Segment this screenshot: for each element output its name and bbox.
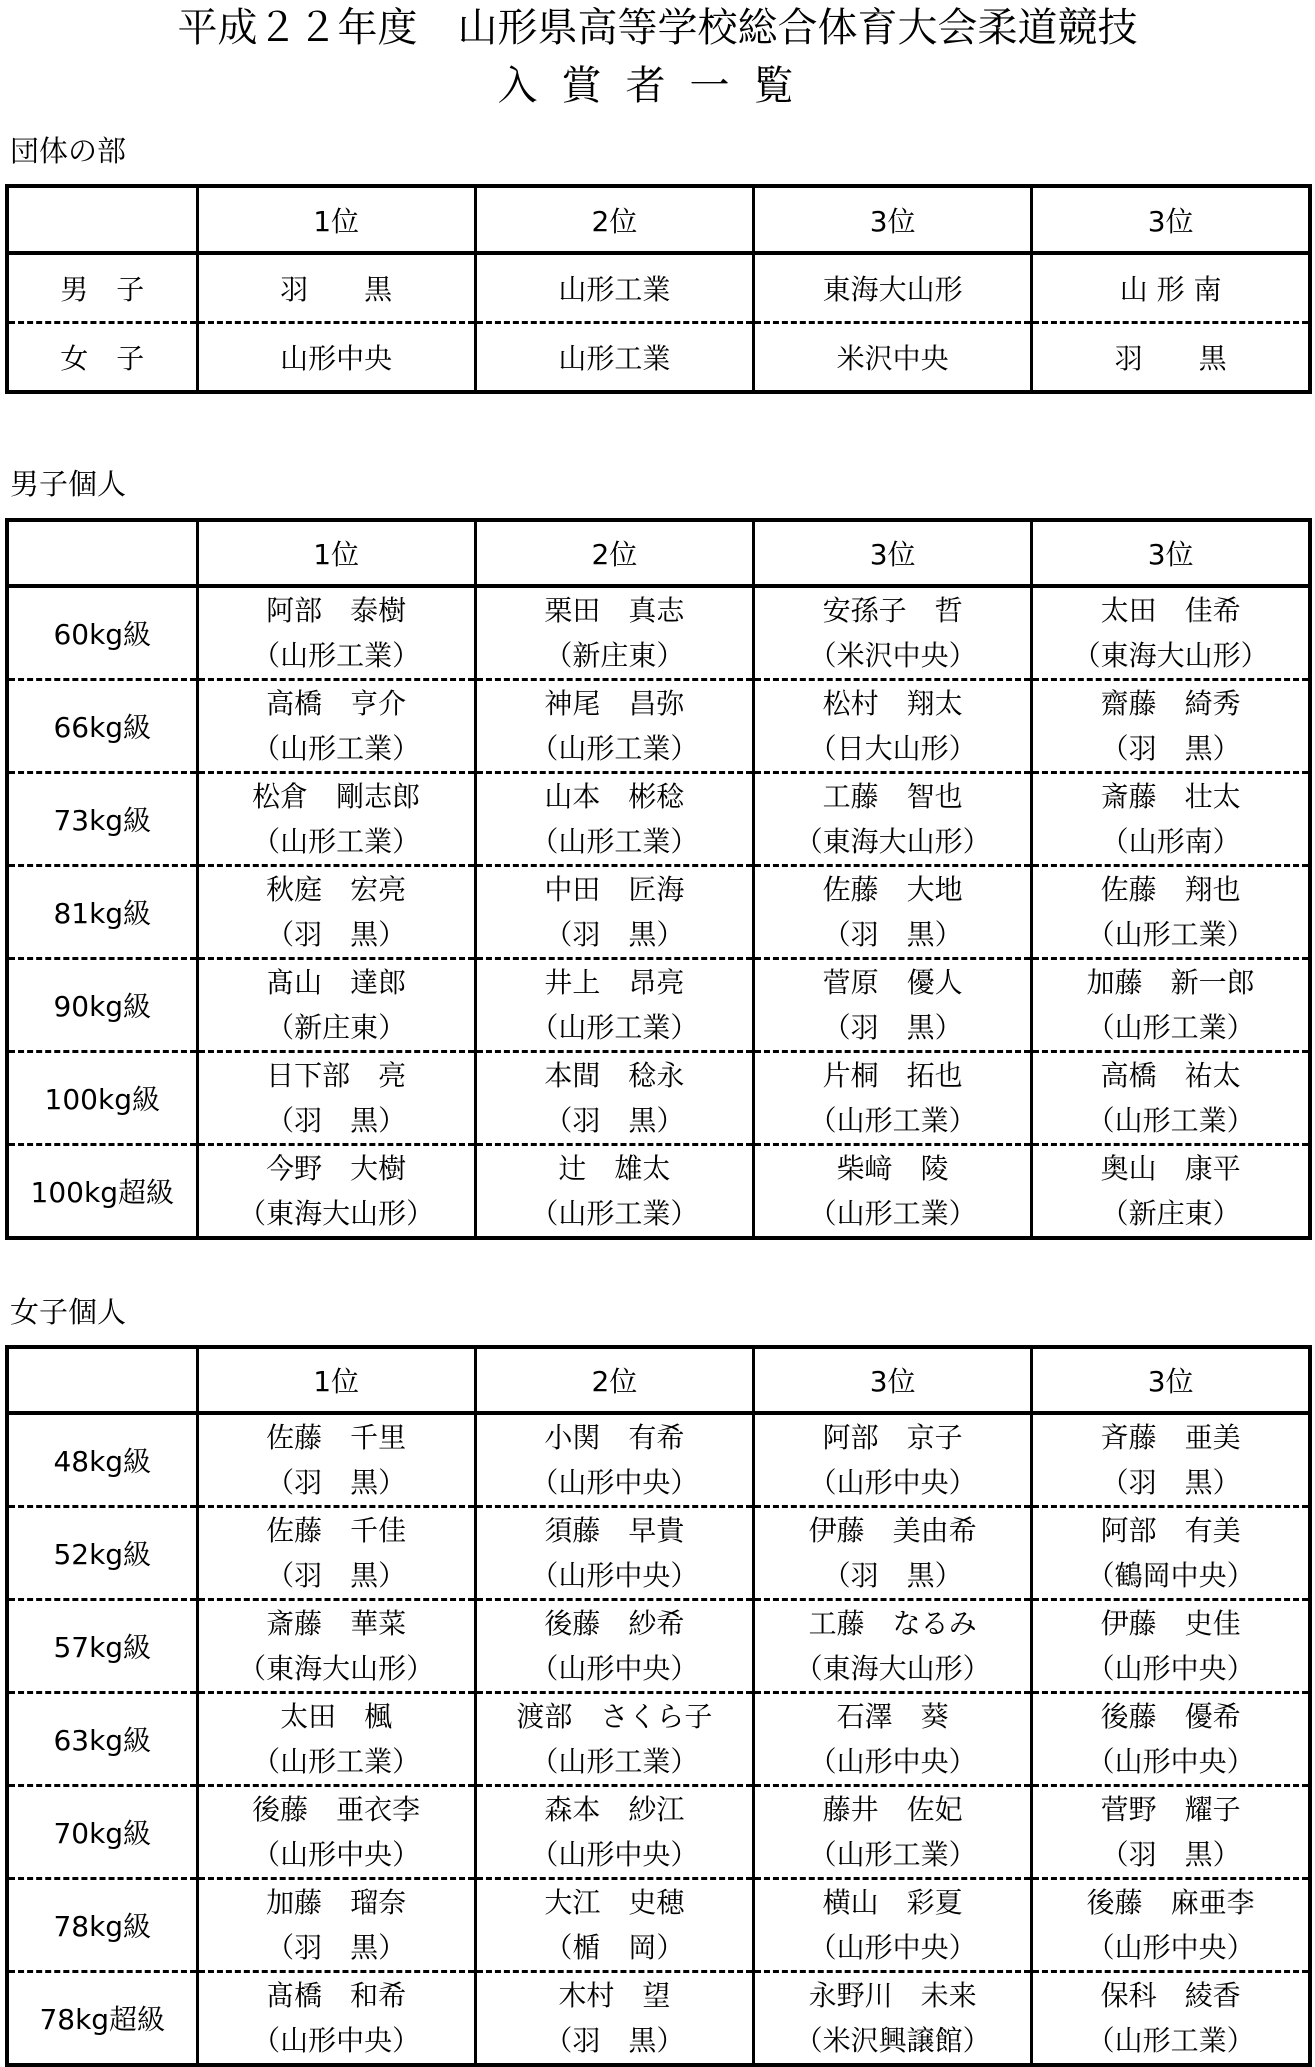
- school-name: （山形工業）: [252, 1745, 421, 1778]
- winner-cell: [754, 1145, 1032, 1239]
- table-header-row: [7, 520, 1310, 586]
- weight-class-cell: 60kg級: [53, 618, 152, 651]
- winner-cell: [754, 866, 1032, 959]
- school-name: （山形工業）: [530, 825, 699, 858]
- header-cell-3rd: 3位: [754, 186, 1032, 253]
- athlete-name: 大江 史穂: [544, 1886, 685, 1919]
- school-name: （山形南）: [1100, 825, 1241, 858]
- athlete-name: 佐藤 翔也: [1100, 873, 1241, 906]
- table-row: [7, 1972, 1310, 2066]
- table-row: [7, 1693, 1310, 1786]
- school-name: （東海大山形）: [1072, 639, 1269, 672]
- women-section-heading: 女子個人: [10, 1295, 127, 1329]
- athlete-name: 佐藤 大地: [822, 873, 963, 906]
- winner-cell: [475, 866, 753, 959]
- weight-class-cell: 66kg級: [7, 680, 197, 773]
- school-name: （山形中央）: [1086, 1931, 1255, 1964]
- athlete-name: 渡部 さくら子: [516, 1700, 713, 1733]
- school-name: （山形中央）: [530, 1838, 699, 1871]
- winner-cell: [475, 1786, 753, 1879]
- header-cell-3rd: 3位: [1032, 1347, 1310, 1413]
- weight-class-cell: 52kg級: [7, 1507, 197, 1600]
- winner-cell: [1032, 680, 1310, 773]
- school-name: （山形中央）: [252, 2024, 421, 2057]
- athlete-name: 中田 匠海: [544, 873, 685, 906]
- weight-class-cell: 57kg級: [7, 1600, 197, 1693]
- school-name: （羽 黒）: [822, 918, 963, 951]
- school-name: （羽 黒）: [822, 1011, 963, 1044]
- athlete-name: 辻 雄太: [558, 1152, 671, 1185]
- athlete-name: 後藤 紗希: [544, 1607, 685, 1640]
- team-cell: 山形工業: [475, 323, 753, 393]
- athlete-name: 山本 彬稔: [544, 780, 685, 813]
- winner-cell: [1032, 959, 1310, 1052]
- weight-class-cell: 63kg級: [7, 1693, 197, 1786]
- school-name: （羽 黒）: [822, 1559, 963, 1592]
- school-name: （山形中央）: [530, 1652, 699, 1685]
- school-name: （新庄東）: [266, 1011, 407, 1044]
- athlete-name: 菅野 耀子: [1100, 1793, 1241, 1826]
- athlete-name: 安孫子 哲: [822, 594, 963, 627]
- weight-class-cell: 100kg超級: [7, 1145, 197, 1239]
- winner-cell: [197, 586, 475, 680]
- school-name: （羽 黒）: [544, 1104, 685, 1137]
- athlete-name: 後藤 亜衣李: [252, 1793, 421, 1826]
- weight-class-cell: 78kg超級: [7, 1972, 197, 2066]
- school-name: （羽 黒）: [1100, 732, 1241, 765]
- school-name: （山形工業）: [1086, 918, 1255, 951]
- page-subtitle: 入賞者一覧: [497, 63, 818, 109]
- table-row: [7, 959, 1310, 1052]
- school-name: （山形工業）: [808, 1104, 977, 1137]
- winner-cell: [475, 1879, 753, 1972]
- winner-cell: [754, 1052, 1032, 1145]
- winner-cell: [1032, 1972, 1310, 2066]
- athlete-name: 阿部 京子: [822, 1421, 963, 1454]
- winner-cell: [754, 959, 1032, 1052]
- winner-cell: [197, 773, 475, 866]
- winner-cell: [475, 680, 753, 773]
- page-title: 平成２２年度 山形県高等学校総合体育大会柔道競技: [177, 5, 1138, 51]
- school-name: （東海大山形）: [794, 1652, 991, 1685]
- school-name: （新庄東）: [544, 639, 685, 672]
- athlete-name: 秋庭 宏亮: [266, 873, 407, 906]
- winner-cell: [1032, 1052, 1310, 1145]
- winner-cell: [754, 1786, 1032, 1879]
- school-name: （東海大山形）: [794, 825, 991, 858]
- men-results-table: [5, 518, 1312, 1240]
- weight-class-cell: 90kg級: [7, 959, 197, 1052]
- table-row: [7, 773, 1310, 866]
- athlete-name: 阿部 有美: [1100, 1514, 1241, 1547]
- athlete-name: 斉藤 亜美: [1100, 1421, 1241, 1454]
- table-row: [7, 323, 1310, 393]
- winner-cell: [475, 959, 753, 1052]
- winner-cell: [1032, 1786, 1310, 1879]
- school-name: （山形工業）: [530, 732, 699, 765]
- athlete-name: 後藤 優希: [1100, 1700, 1241, 1733]
- school-name: （山形中央）: [530, 1466, 699, 1499]
- athlete-name: 井上 昂亮: [544, 966, 685, 999]
- header-cell-1st: 1位: [197, 520, 475, 586]
- women-results-table: [5, 1345, 1312, 2067]
- winner-cell: [1032, 1879, 1310, 1972]
- athlete-name: 石澤 葵: [836, 1700, 949, 1733]
- athlete-name: 阿部 泰樹: [266, 594, 407, 627]
- athlete-name: 佐藤 千佳: [266, 1514, 407, 1547]
- athlete-name: 本間 稔永: [544, 1059, 685, 1092]
- team-cell: 山形工業: [475, 253, 753, 323]
- winner-cell: [197, 1052, 475, 1145]
- table-row: [7, 866, 1310, 959]
- team-section-heading: 団体の部: [10, 134, 127, 168]
- winner-cell: [197, 1600, 475, 1693]
- team-cell: 羽 黒: [1032, 323, 1310, 393]
- table-row: [7, 1507, 1310, 1600]
- school-name: （山形工業）: [530, 1011, 699, 1044]
- table-row: [7, 1879, 1310, 1972]
- winner-cell: [475, 1413, 753, 1507]
- athlete-name: 太田 楓: [280, 1700, 393, 1733]
- school-name: （東海大山形）: [238, 1197, 435, 1230]
- athlete-name: 菅原 優人: [822, 966, 963, 999]
- men-section-heading: 男子個人: [10, 467, 127, 501]
- header-cell-2nd: 2位: [475, 520, 753, 586]
- school-name: （山形工業）: [808, 1838, 977, 1871]
- winner-cell: [754, 773, 1032, 866]
- athlete-name: 太田 佳希: [1100, 594, 1241, 627]
- winner-cell: [754, 586, 1032, 680]
- athlete-name: 奥山 康平: [1100, 1152, 1241, 1185]
- school-name: （山形中央）: [252, 1838, 421, 1871]
- table-row: [7, 1145, 1310, 1239]
- school-name: （山形工業）: [808, 1197, 977, 1230]
- athlete-name: 松村 翔太: [822, 687, 963, 720]
- winner-cell: [754, 1693, 1032, 1786]
- athlete-name: 佐藤 千里: [266, 1421, 407, 1454]
- header-cell-2nd: 2位: [475, 1347, 753, 1413]
- athlete-name: 工藤 なるみ: [808, 1607, 977, 1640]
- athlete-name: 高橋 亨介: [266, 687, 407, 720]
- athlete-name: 斎藤 華菜: [266, 1607, 407, 1640]
- school-name: （新庄東）: [1100, 1197, 1241, 1230]
- athlete-name: 齋藤 綺秀: [1100, 687, 1241, 720]
- school-name: （山形工業）: [530, 1745, 699, 1778]
- school-name: （山形中央）: [1086, 1652, 1255, 1685]
- winner-cell: [197, 1972, 475, 2066]
- athlete-name: 柴﨑 陵: [836, 1152, 949, 1185]
- school-name: （羽 黒）: [266, 1559, 407, 1592]
- weight-class-cell: 73kg級: [7, 773, 197, 866]
- athlete-name: 後藤 麻亜李: [1086, 1886, 1255, 1919]
- winner-cell: [197, 680, 475, 773]
- team-results-table: [5, 184, 1312, 394]
- athlete-name: 今野 大樹: [266, 1152, 407, 1185]
- school-name: （羽 黒）: [266, 1466, 407, 1499]
- header-cell-1st: 1位: [197, 186, 475, 253]
- winner-cell: [197, 1507, 475, 1600]
- school-name: （羽 黒）: [544, 2024, 685, 2057]
- weight-class-cell: 81kg級: [7, 866, 197, 959]
- school-name: （山形工業）: [1086, 2024, 1255, 2057]
- winner-cell: [475, 1145, 753, 1239]
- school-name: （羽 黒）: [266, 918, 407, 951]
- athlete-name: 小関 有希: [544, 1421, 685, 1454]
- winner-cell: [1032, 773, 1310, 866]
- winner-cell: [197, 1145, 475, 1239]
- winner-cell: [197, 959, 475, 1052]
- weight-class-cell: 48kg級: [53, 1445, 152, 1478]
- table-row: [7, 680, 1310, 773]
- athlete-name: 日下部 亮: [266, 1059, 407, 1092]
- table-header-row: [7, 186, 1310, 253]
- winner-cell: [754, 1507, 1032, 1600]
- school-name: （羽 黒）: [266, 1104, 407, 1137]
- athlete-name: 髙山 達郎: [266, 966, 407, 999]
- table-row: [7, 1600, 1310, 1693]
- team-cell: 米沢中央: [754, 323, 1032, 393]
- school-name: （羽 黒）: [1100, 1466, 1241, 1499]
- athlete-name: 藤井 佐妃: [822, 1793, 963, 1826]
- winner-cell: [475, 1972, 753, 2066]
- weight-class-cell: 100kg級: [7, 1052, 197, 1145]
- athlete-name: 加藤 新一郎: [1086, 966, 1255, 999]
- winner-cell: [754, 1972, 1032, 2066]
- team-cell: 山 形 南: [1032, 253, 1310, 323]
- winner-cell: [1032, 586, 1310, 680]
- winner-cell: [475, 773, 753, 866]
- school-name: （山形工業）: [1086, 1011, 1255, 1044]
- winner-cell: [1032, 1507, 1310, 1600]
- table-row: [7, 1413, 1310, 1507]
- athlete-name: 工藤 智也: [822, 780, 963, 813]
- athlete-name: 木村 望: [558, 1979, 671, 2012]
- weight-class-cell: 78kg級: [7, 1879, 197, 1972]
- weight-class-cell: 70kg級: [7, 1786, 197, 1879]
- athlete-name: 髙橋 和希: [266, 1979, 407, 2012]
- winner-cell: [1032, 866, 1310, 959]
- athlete-name: 松倉 剛志郎: [252, 780, 421, 813]
- school-name: （米沢中央）: [808, 639, 977, 672]
- athlete-name: 片桐 拓也: [822, 1059, 963, 1092]
- winner-cell: [754, 1879, 1032, 1972]
- winner-cell: [197, 1879, 475, 1972]
- athlete-name: 神尾 昌弥: [544, 687, 685, 720]
- winner-cell: [197, 1413, 475, 1507]
- winner-cell: [1032, 1600, 1310, 1693]
- athlete-name: 森本 紗江: [544, 1793, 685, 1826]
- athlete-name: 栗田 真志: [544, 594, 685, 627]
- header-cell-1st: 1位: [197, 1347, 475, 1413]
- athlete-name: 横山 彩夏: [822, 1886, 963, 1919]
- school-name: （日大山形）: [808, 732, 977, 765]
- winner-cell: [475, 1052, 753, 1145]
- athlete-name: 伊藤 史佳: [1100, 1607, 1241, 1640]
- header-cell-3rd: 3位: [1032, 186, 1310, 253]
- school-name: （山形工業）: [530, 1197, 699, 1230]
- winner-cell: [475, 586, 753, 680]
- winner-cell: [197, 1786, 475, 1879]
- table-row: [7, 1052, 1310, 1145]
- school-name: （山形中央）: [808, 1745, 977, 1778]
- team-cell: 東海大山形: [754, 253, 1032, 323]
- school-name: （山形工業）: [1086, 1104, 1255, 1137]
- athlete-name: 高橋 祐太: [1100, 1059, 1241, 1092]
- athlete-name: 加藤 瑠奈: [266, 1886, 407, 1919]
- school-name: （山形中央）: [530, 1559, 699, 1592]
- winner-cell: [197, 866, 475, 959]
- winner-cell: [754, 1600, 1032, 1693]
- header-cell-blank: [7, 1347, 197, 1413]
- school-name: （山形工業）: [252, 825, 421, 858]
- school-name: （東海大山形）: [238, 1652, 435, 1685]
- school-name: （山形中央）: [808, 1931, 977, 1964]
- athlete-name: 斎藤 壮太: [1100, 780, 1241, 813]
- school-name: （羽 黒）: [266, 1931, 407, 1964]
- header-cell-2nd: 2位: [475, 186, 753, 253]
- school-name: （山形中央）: [808, 1466, 977, 1499]
- header-cell-3rd: 3位: [754, 1347, 1032, 1413]
- winner-cell: [475, 1600, 753, 1693]
- school-name: （米沢興譲館）: [794, 2024, 991, 2057]
- table-row: [7, 253, 1310, 323]
- team-cell: 山形中央: [197, 323, 475, 393]
- table-row: [7, 586, 1310, 680]
- school-name: （山形工業）: [252, 639, 421, 672]
- winner-cell: [475, 1507, 753, 1600]
- school-name: （羽 黒）: [1100, 1838, 1241, 1871]
- school-name: （羽 黒）: [544, 918, 685, 951]
- table-row: [7, 1786, 1310, 1879]
- winner-cell: [754, 680, 1032, 773]
- table-header-row: [7, 1347, 1310, 1413]
- school-name: （楯 岡）: [544, 1931, 685, 1964]
- team-cell: 羽 黒: [197, 253, 475, 323]
- header-cell-blank: [7, 186, 197, 253]
- winner-cell: [1032, 1145, 1310, 1239]
- header-cell-blank: [7, 520, 197, 586]
- school-name: （山形中央）: [1086, 1745, 1255, 1778]
- winner-cell: [197, 1693, 475, 1786]
- winner-cell: [1032, 1693, 1310, 1786]
- winner-cell: [1032, 1413, 1310, 1507]
- winner-cell: [754, 1413, 1032, 1507]
- athlete-name: 永野川 未来: [808, 1979, 977, 2012]
- school-name: （鶴岡中央）: [1086, 1559, 1255, 1592]
- athlete-name: 須藤 早貴: [544, 1514, 685, 1547]
- athlete-name: 伊藤 美由希: [808, 1514, 977, 1547]
- athlete-name: 保科 綾香: [1100, 1979, 1241, 2012]
- category-cell: 男 子: [60, 273, 145, 306]
- header-cell-3rd: 3位: [1032, 520, 1310, 586]
- header-cell-3rd: 3位: [754, 520, 1032, 586]
- winner-cell: [475, 1693, 753, 1786]
- category-cell: 女 子: [7, 323, 197, 393]
- school-name: （山形工業）: [252, 732, 421, 765]
